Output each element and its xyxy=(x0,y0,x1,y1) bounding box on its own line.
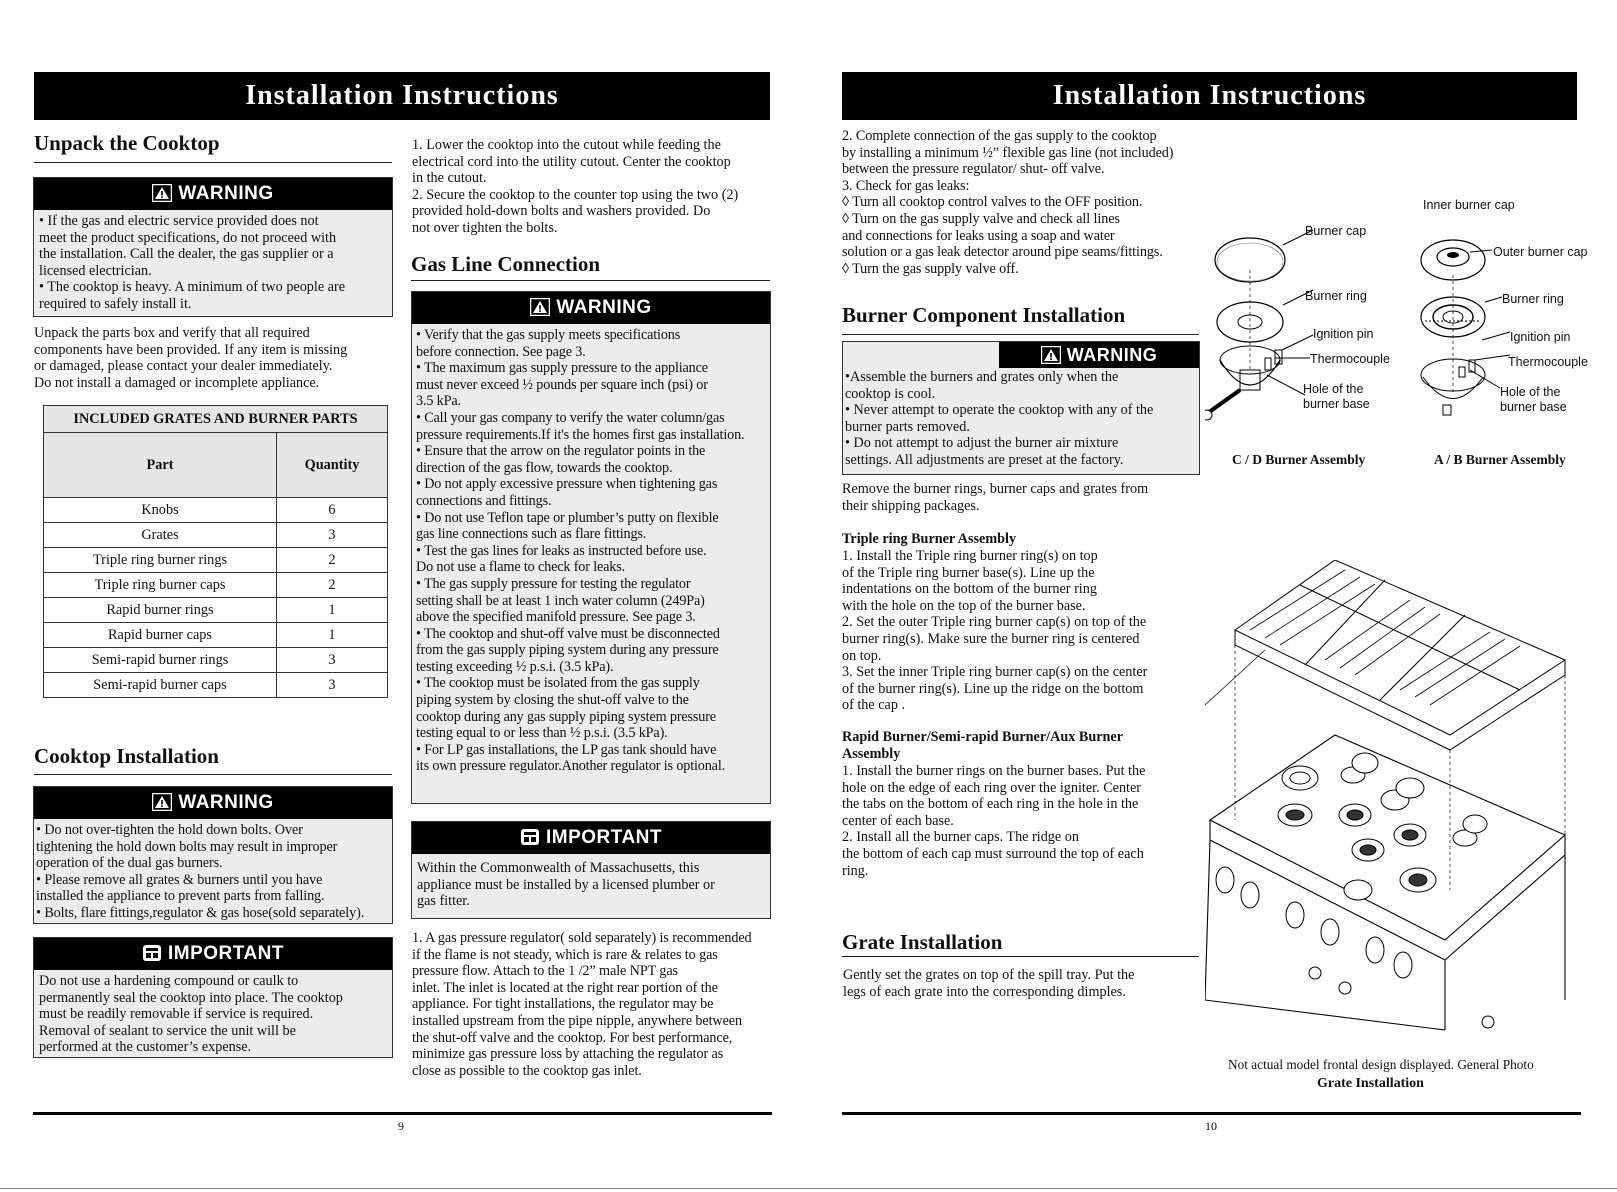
ab-burner-ring-label: Burner ring xyxy=(1502,292,1564,306)
qty-cell: 1 xyxy=(277,623,388,648)
qty-cell: 1 xyxy=(277,598,388,623)
footer-rule xyxy=(842,1112,1581,1115)
unpack-heading: Unpack the Cooktop xyxy=(34,131,220,155)
page-number: 9 xyxy=(398,1119,404,1133)
install-steps-text: 1. Lower the cooktop into the cutout while feeding the electrical cord into the utility cutout. Center the cooktop in the cutout. 2. Secure the cooktop to the counter top using the two (2) provided hold-down bolts and washers provided. Do not over tighten the bolts. xyxy=(412,137,739,236)
warning-text: • Do not over-tighten the hold down bolts. Over tightening the hold down bolts may result in improper operation of the dual gas burners. • Please remove all grates & burners until you have installed the appliance to prevent parts from falling. • Bolts, flare fittings,regulator & gas hose(sold separately). xyxy=(36,822,365,921)
table-row xyxy=(44,648,388,673)
part-cell: Grates xyxy=(44,523,277,548)
connection-text: 2. Complete connection of the gas supply to the cooktop by installing a minimum ½” flexible gas line (not included) between the pressure regulator/ shut- off valve. 3. Check for gas leaks: ◊ Turn all cooktop control valves to the OFF position. ◊ Turn on the gas supply valve and check all lines and connections for leaks using a soap and water solution or a gas leak detector around pipe seams/fittings. ◊ Turn the gas supply valve off. xyxy=(842,128,1174,277)
warning-title: WARNING xyxy=(178,792,274,813)
divider xyxy=(34,774,392,775)
gas-line-heading: Gas Line Connection xyxy=(411,252,601,276)
ab-thermocouple-label: Thermocouple xyxy=(1508,355,1588,369)
ab-hole-label: Hole of the burner base xyxy=(1500,385,1567,414)
cd-ignition-pin-label: Ignition pin xyxy=(1313,327,1374,341)
cooktop-install-heading: Cooktop Installation xyxy=(34,744,219,768)
qty-cell: 3 xyxy=(277,523,388,548)
table-row xyxy=(44,548,388,573)
important-text: Within the Commonwealth of Massachusetts, this appliance must be installed by a licensed plumber or gas fitter. xyxy=(417,860,715,910)
warning-text: • Verify that the gas supply meets specifications before connection. See page 3. • The maximum gas supply pressure to the appliance must never exceed ½ pounds per square inch (psi) or 3.5 kPa. • Call your gas company to verify the water column/gas pressure requirements.If it's the homes first gas installation. • Ensure that the arrow on the regulator points in the direction of the gas flow, towards the cooktop. • Do not apply excessive pressure when tightening gas connections and fittings. • Do not use Teflon tape or plumber’s putty on flexible gas line connections such as flare fittings. • Test the gas lines for leaks as instructed before use. Do not use a flame to check for leaks. • The gas supply pressure for testing the regulator setting shall be at least 1 inch water column (249Pa) above the specified manifold pressure. See page 3. • The cooktop and shut-off valve must be disconnected from the gas supply piping system during any pressure testing exceeding ½ p.s.i. (3.5 kPa). • The cooktop must be isolated from the gas supply piping system by closing the shut-off valve to the cooktop during any gas supply piping system pressure testing equal to or less than ½ p.s.i. (3.5 kPa). • For LP gas installations, the LP gas tank should have its own pressure regulator.Another regulator is optional. xyxy=(416,327,745,775)
col-part-header: Part xyxy=(44,433,277,498)
ab-inner-cap-label: Inner burner cap xyxy=(1423,198,1515,212)
left-page-banner: Installation Instructions xyxy=(34,72,770,120)
cd-thermocouple-label: Thermocouple xyxy=(1310,352,1390,366)
warning-header xyxy=(999,342,1199,368)
qty-cell: 6 xyxy=(277,498,388,523)
qty-cell: 3 xyxy=(277,673,388,698)
table-row xyxy=(44,498,388,523)
qty-cell: 2 xyxy=(277,573,388,598)
qty-cell: 3 xyxy=(277,648,388,673)
ab-caption: A / B Burner Assembly xyxy=(1434,452,1566,467)
important-header xyxy=(34,938,392,970)
divider xyxy=(411,280,770,281)
part-cell: Triple ring burner rings xyxy=(44,548,277,573)
ab-outer-cap-label: Outer burner cap xyxy=(1493,245,1588,259)
cd-caption: C / D Burner Assembly xyxy=(1232,452,1366,467)
grate-heading: Grate Installation xyxy=(842,930,1003,954)
warning-title: WARNING xyxy=(178,183,274,204)
table-row xyxy=(44,673,388,698)
table-row xyxy=(44,573,388,598)
table-row xyxy=(44,598,388,623)
triple-heading: Triple ring Burner Assembly xyxy=(842,531,1017,547)
parts-table-title: INCLUDED GRATES AND BURNER PARTS xyxy=(44,406,388,433)
rapid-heading: Rapid Burner/Semi-rapid Burner/Aux Burner Assembly xyxy=(842,729,1124,762)
triple-text: 1. Install the Triple ring burner ring(s) on top of the Triple ring burner base(s). Line up the indentations on the bottom of the burner ring with the hole on the top of the burner base. 2. Set the outer Triple ring burner cap(s) on top of the burner ring(s). Make sure the burner ring is centered on top. 3. Set the inner Triple ring burner cap(s) on the center of the burner ring(s). Line up the ridge on the bottom of the cap . xyxy=(842,548,1148,714)
important-icon xyxy=(142,944,162,962)
part-cell: Triple ring burner caps xyxy=(44,573,277,598)
warning-title: WARNING xyxy=(556,297,652,318)
warning-icon xyxy=(152,184,172,202)
cooktop-important-box xyxy=(33,937,393,1058)
part-cell: Knobs xyxy=(44,498,277,523)
warning-header xyxy=(412,292,770,324)
important-header xyxy=(412,822,770,854)
right-page-banner: Installation Instructions xyxy=(842,72,1577,120)
part-cell: Semi-rapid burner rings xyxy=(44,648,277,673)
warning-title: WARNING xyxy=(1066,345,1158,365)
divider xyxy=(34,162,392,163)
ab-leader-lines xyxy=(1470,210,1530,410)
grate-installation-illustration xyxy=(1205,560,1580,1035)
table-row xyxy=(44,523,388,548)
burner-warning-box xyxy=(842,341,1200,475)
parts-table xyxy=(43,405,388,698)
part-cell: Rapid burner rings xyxy=(44,598,277,623)
footer-rule xyxy=(33,1112,772,1115)
warning-icon xyxy=(530,298,550,316)
table-row xyxy=(44,623,388,648)
important-title: IMPORTANT xyxy=(545,827,663,848)
ab-ignition-pin-label: Ignition pin xyxy=(1510,330,1571,344)
unpack-body: Unpack the parts box and verify that all required components have been provided. If any item is missing or damaged, please contact your dealer immediately. Do not install a damaged or incomplete appliance. xyxy=(34,325,348,391)
photo-title: Grate Installation xyxy=(1317,1076,1424,1091)
important-icon xyxy=(520,828,540,846)
warning-text: • If the gas and electric service provided does not meet the product specifications, do not proceed with the installation. Call the dealer, the gas supplier or a licensed electrician. • The cooktop is heavy. A minimum of two people are required to safely install it. xyxy=(39,213,345,312)
regulator-text: 1. A gas pressure regulator( sold separately) is recommended if the flame is not steady, which is rare & relates to gas pressure flow. Attach to the 1 /2” male NPT gas inlet. The inlet is located at the right rear portion of the appliance. For tight installations, the regulator may be installed upstream from the pipe nipple, anywhere between the shut-off valve and the cooktop. For best performance, minimize gas pressure loss by attaching the regulator as close as possible to the cooktop gas inlet. xyxy=(412,930,752,1079)
divider xyxy=(842,956,1199,957)
bottom-edge-line xyxy=(0,1188,1617,1189)
cd-hole-label: Hole of the burner base xyxy=(1303,382,1370,411)
warning-icon xyxy=(1041,346,1061,364)
important-text: Do not use a hardening compound or caulk to permanently seal the cooktop into place. The cooktop must be readily removable if service is required. Removal of sealant to service the unit will be performed at the customer’s expense. xyxy=(39,973,343,1056)
divider xyxy=(842,334,1199,335)
grate-text: Gently set the grates on top of the spill tray. Put the legs of each grate into the corresponding dimples. xyxy=(843,967,1135,1000)
warning-text: •Assemble the burners and grates only when the cooktop is cool. • Never attempt to operate the cooktop with any of the burner parts removed. • Do not attempt to adjust the burner air mixture settings. All adjustments are preset at the factory. xyxy=(845,369,1154,468)
photo-caption: Not actual model frontal design displayed. General Photo xyxy=(1228,1057,1534,1072)
page-number: 10 xyxy=(1205,1119,1217,1133)
warning-icon xyxy=(152,793,172,811)
cooktop-warning-box xyxy=(33,786,393,924)
gas-warning-box xyxy=(411,291,771,804)
warning-header xyxy=(34,178,392,210)
unpack-warning-box xyxy=(33,177,393,317)
cd-burner-cap-label: Burner cap xyxy=(1305,224,1367,238)
qty-cell: 2 xyxy=(277,548,388,573)
rapid-text: 1. Install the burner rings on the burner bases. Put the hole on the edge of each ring over the igniter. Center the tabs on the bottom of each ring in the hole in the center of each base. 2. Install all the burner caps. The ridge on the bottom of each cap must surround the top of each ring. xyxy=(842,763,1146,879)
gas-important-box xyxy=(411,821,771,919)
part-cell: Rapid burner caps xyxy=(44,623,277,648)
cd-burner-ring-label: Burner ring xyxy=(1305,289,1367,303)
col-qty-header: Quantity xyxy=(277,433,388,498)
burner-component-heading: Burner Component Installation xyxy=(842,303,1126,327)
remove-text: Remove the burner rings, burner caps and grates from their shipping packages. xyxy=(842,481,1149,514)
important-title: IMPORTANT xyxy=(167,943,285,964)
part-cell: Semi-rapid burner caps xyxy=(44,673,277,698)
warning-header xyxy=(34,787,392,819)
